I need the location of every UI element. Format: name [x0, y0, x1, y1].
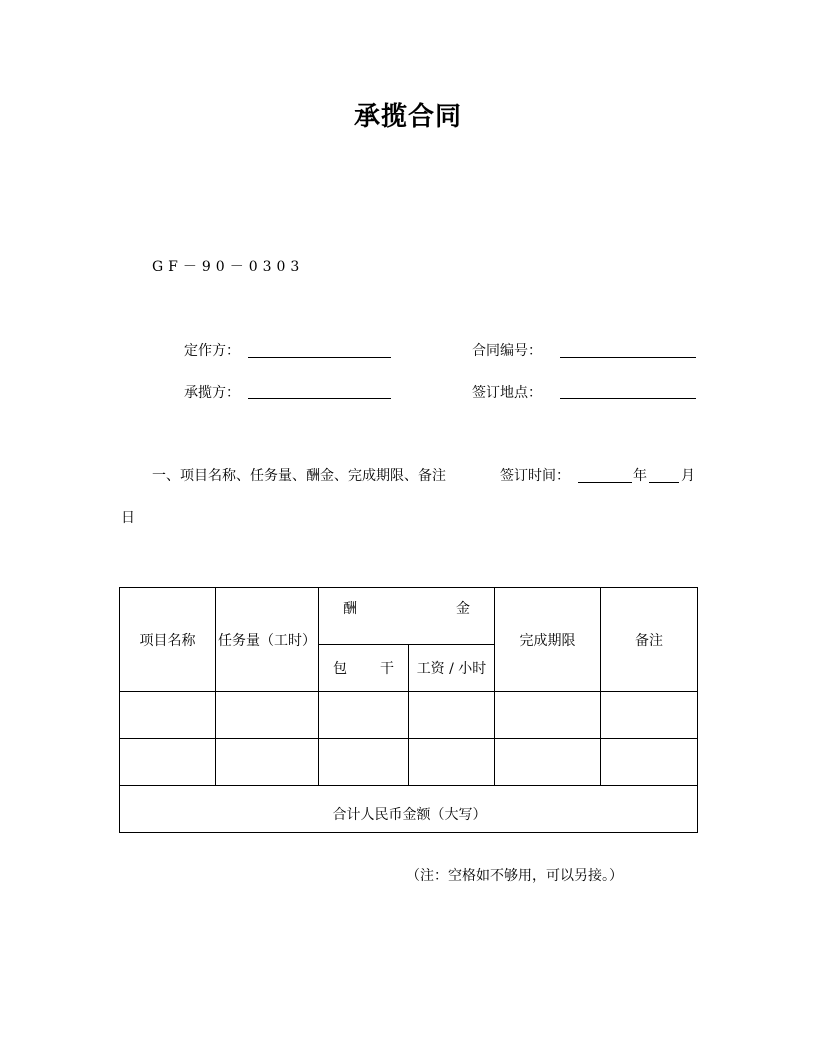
header-pay-right: 金 [456, 601, 470, 617]
contractor-label: 承揽方： [184, 385, 240, 401]
sign-year-field[interactable] [578, 481, 632, 483]
table-cell[interactable] [319, 739, 409, 786]
header-remark: 备注 [601, 588, 698, 692]
orderer-label: 定作方： [184, 343, 240, 359]
table-row [120, 692, 698, 739]
table-cell[interactable] [120, 739, 216, 786]
header-pay-left: 酬 [343, 601, 357, 617]
sign-place-field[interactable] [560, 397, 696, 399]
contract-items-table [119, 587, 698, 833]
sign-month-field[interactable] [649, 481, 679, 483]
header-wage-per-hour: 工资 / 小时 [409, 645, 495, 692]
header-lump-left: 包 [333, 661, 347, 677]
table-cell[interactable] [319, 692, 409, 739]
contractor-field[interactable] [248, 397, 391, 399]
header-item-name: 项目名称 [120, 588, 216, 692]
table-cell[interactable] [601, 739, 698, 786]
footnote: （注：空格如不够用，可以另接。） [406, 868, 623, 884]
total-row [120, 786, 698, 833]
table-cell[interactable] [495, 692, 601, 739]
sign-time-label: 签订时间： [500, 468, 570, 484]
header-lump-right: 干 [380, 661, 394, 677]
month-label: 月 [681, 468, 695, 484]
form-code: GF－90－0303 [152, 259, 305, 275]
table-cell[interactable] [409, 739, 495, 786]
header-lump-sum [319, 645, 409, 692]
section1-heading: 一、项目名称、任务量、酬金、完成期限、备注 [152, 468, 446, 484]
day-label: 日 [121, 510, 135, 526]
document-title: 承揽合同 [353, 102, 462, 132]
header-pay [319, 588, 495, 645]
table-cell[interactable] [601, 692, 698, 739]
contract-no-field[interactable] [560, 356, 696, 358]
contract-no-label: 合同编号： [472, 343, 542, 359]
table-row [120, 739, 698, 786]
sign-place-label: 签订地点： [472, 385, 542, 401]
header-task-amount: 任务量（工时） [216, 588, 319, 692]
year-label: 年 [633, 468, 647, 484]
orderer-field[interactable] [248, 356, 391, 358]
table-cell[interactable] [120, 692, 216, 739]
total-cell[interactable] [120, 786, 698, 833]
table-cell[interactable] [216, 739, 319, 786]
table-cell[interactable] [409, 692, 495, 739]
total-label: 合计人民币金额（大写） [332, 807, 487, 823]
table-cell[interactable] [216, 692, 319, 739]
table-cell[interactable] [495, 739, 601, 786]
header-deadline: 完成期限 [495, 588, 601, 692]
